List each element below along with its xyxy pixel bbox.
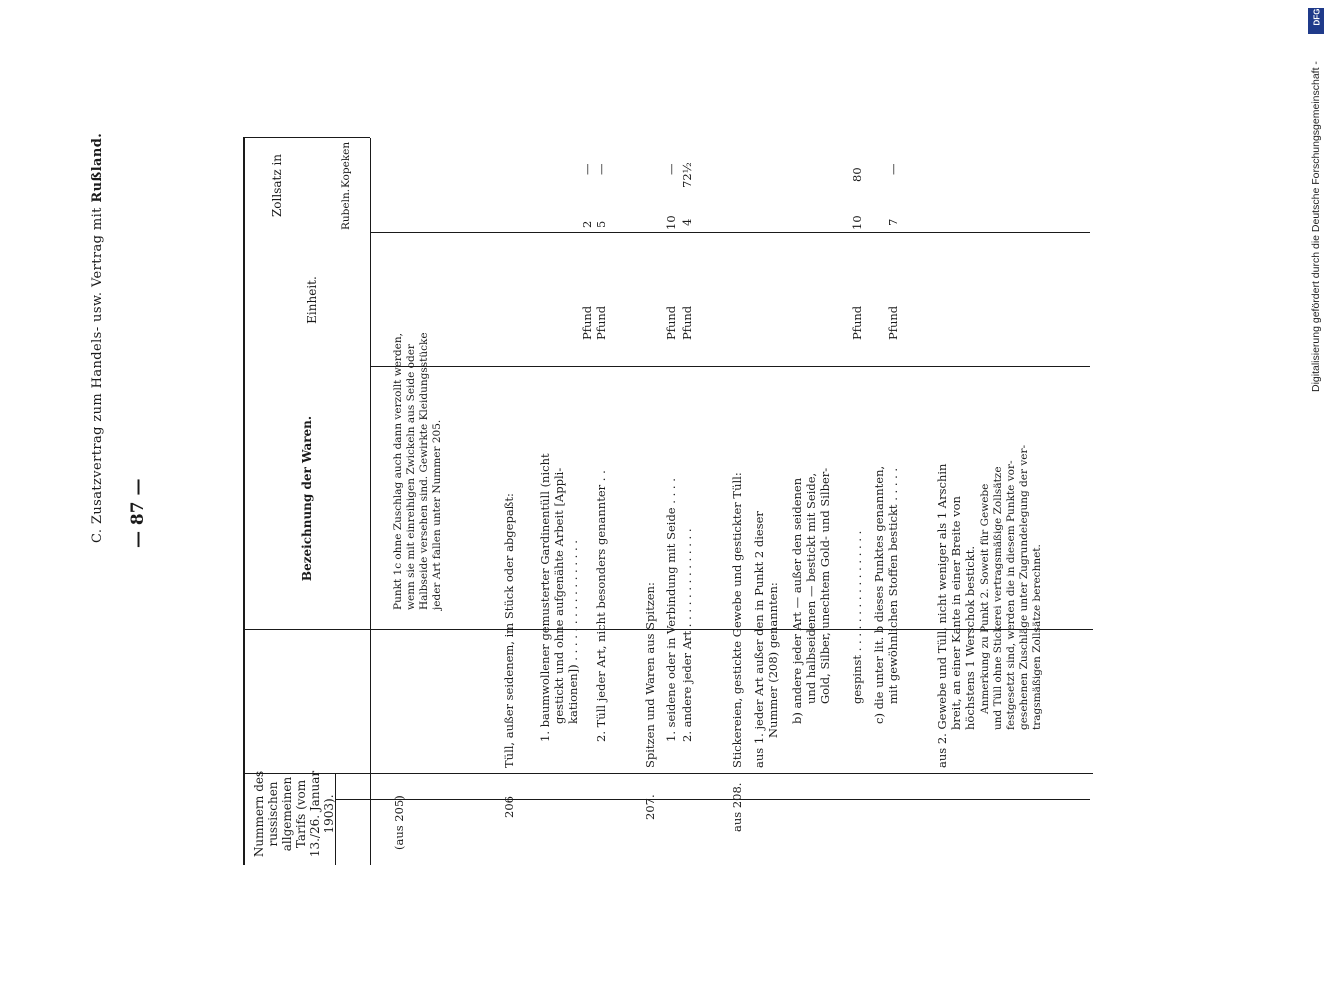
row-207-line-2: 1. seidene oder in Verbindung mit Seide . . . . xyxy=(664,478,678,742)
column-divider-goods xyxy=(243,773,1093,774)
row-205-number: (aus 205) xyxy=(392,795,406,850)
row-208b-line-1: aus 2. Gewebe und Tüll, nicht weniger als 1 Arschin xyxy=(935,463,949,768)
row-206-line-2: 1. baumwollener gemusterter Gardinentüll (nicht xyxy=(538,453,552,742)
row-206-kopecks-2: — xyxy=(594,163,608,175)
running-title-country: Rußland. xyxy=(90,132,105,203)
row-208-line-4: b) andere jeder Art — außer den seidenen xyxy=(790,477,804,724)
row-208-line-2: aus 1. jeder Art außer den in Punkt 2 dieser xyxy=(752,511,766,768)
row-208-line-7: gespinst . . . . . . . . . . . . . . . . . xyxy=(850,530,864,704)
row-208b-note-2: und Tüll ohne Stickerei vertragsmäßige Zollsätze xyxy=(992,466,1004,730)
row-208-rubles-2: 7 xyxy=(886,218,900,226)
row-207-unit-2: Pfund xyxy=(680,305,694,340)
row-208-kopecks-1: 80 xyxy=(850,167,864,182)
row-206-rubles-1: 2 xyxy=(580,220,594,228)
row-206-unit-2: Pfund xyxy=(594,305,608,340)
header-unit-column: Einheit. xyxy=(305,276,319,324)
row-205-line-2: wenn sie mit einreihigen Zwickeln aus Seide oder xyxy=(405,344,417,610)
row-206-line-5: 2. Tüll jeder Art, nicht besonders genannter . . xyxy=(594,470,608,742)
row-208b-note-4: gesehenen Zuschläge unter Zugrundelegung der ver- xyxy=(1018,444,1030,730)
digitization-note: Digitalisierung gefördert durch die Deutsche Forschungsgemeinschaft - xyxy=(1310,61,1322,392)
dfg-logo: DFG xyxy=(1308,8,1324,34)
row-207-number: 207. xyxy=(643,794,657,820)
row-207-line-3: 2. andere jeder Art . . . . . . . . . . . . . . xyxy=(680,528,694,742)
column-divider-number xyxy=(243,137,370,138)
row-206-number: 206 xyxy=(502,796,516,818)
row-206-line-4: kationen]) . . . . . . . . . . . . . . . . . xyxy=(566,540,580,724)
row-207-unit-1: Pfund xyxy=(664,305,678,340)
row-208b-line-2: breit, an einer Kante in einer Breite von xyxy=(949,496,963,730)
header-kopecks: Kopeken xyxy=(340,141,352,188)
header-duty-column: Zollsatz in xyxy=(270,153,284,218)
row-208-number: aus 208. xyxy=(730,782,744,832)
header-rubles: Rubeln. xyxy=(340,188,352,230)
row-208-unit-1: Pfund xyxy=(850,305,864,340)
row-205-line-1: Punkt 1c ohne Zuschlag auch dann verzollt werden, xyxy=(392,333,404,610)
row-208b-note-3: festgesetzt sind, werden die in diesem Punkte vor- xyxy=(1005,460,1017,730)
row-208-line-6: Gold, Silber, unechtem Gold- und Silber- xyxy=(818,467,832,704)
row-208-line-8: c) die unter lit. b dieses Punktes genannten, xyxy=(872,465,886,724)
column-divider-main xyxy=(370,232,1090,233)
row-207-rubles-2: 4 xyxy=(680,218,694,226)
running-title xyxy=(90,133,105,543)
row-207-line-1: Spitzen und Waren aus Spitzen: xyxy=(643,582,657,768)
row-207-kopecks-2: 72½ xyxy=(680,162,694,188)
row-208b-line-3: höchstens 1 Werschok bestickt. xyxy=(963,546,977,730)
row-207-kopecks-1: — xyxy=(664,163,678,175)
row-208-line-5: und halbseidenen — bestickt mit Seide, xyxy=(804,472,818,704)
header-number-column-text: Nummern des russischen allgemeinen Tarifs (vom 13./26. Januar 1903). xyxy=(252,770,336,858)
column-divider-left xyxy=(370,366,1090,367)
table-top-rule xyxy=(243,138,245,865)
running-title-prefix: C. Zusatzvertrag zum Handels- usw. Vertrag mit xyxy=(90,207,105,543)
row-206-unit-1: Pfund xyxy=(580,305,594,340)
row-207-rubles-1: 10 xyxy=(664,215,678,230)
row-206-kopecks-1: — xyxy=(580,163,594,175)
row-208-kopecks-2: — xyxy=(886,163,900,175)
row-208b-note-5: tragsmäßigen Zollsätze berechnet. xyxy=(1031,544,1043,730)
row-208-unit-2: Pfund xyxy=(886,305,900,340)
row-206-line-1: Tüll, außer seidenem, im Stück oder abgepaßt: xyxy=(502,493,516,768)
header-bottom-rule xyxy=(370,138,371,865)
header-goods-column: Bezeichnung der Waren. xyxy=(300,415,314,582)
row-205-line-4: jeder Art fallen unter Nummer 205. xyxy=(431,419,443,610)
rubles-kopecks-divider xyxy=(335,799,1090,800)
row-205-line-3: Halbseide versehen sind. Gewirkte Kleidungsstücke xyxy=(418,332,430,610)
row-208-rubles-1: 10 xyxy=(850,215,864,230)
row-208-line-3: Nummer (208) genannten: xyxy=(766,582,780,738)
page-number: — 87 — xyxy=(128,478,148,548)
row-208-line-1: Stickereien, gestickte Gewebe und gestickter Tüll: xyxy=(730,472,744,768)
row-206-rubles-2: 5 xyxy=(594,220,608,228)
row-208b-note-1: Anmerkung zu Punkt 2. Soweit für Gewebe xyxy=(979,483,991,714)
row-208-line-9: mit gewöhnlichen Stoffen bestickt . . . . . xyxy=(886,467,900,704)
row-206-line-3: gestickt und ohne aufgenähte Arbeit [Appli- xyxy=(552,467,566,724)
